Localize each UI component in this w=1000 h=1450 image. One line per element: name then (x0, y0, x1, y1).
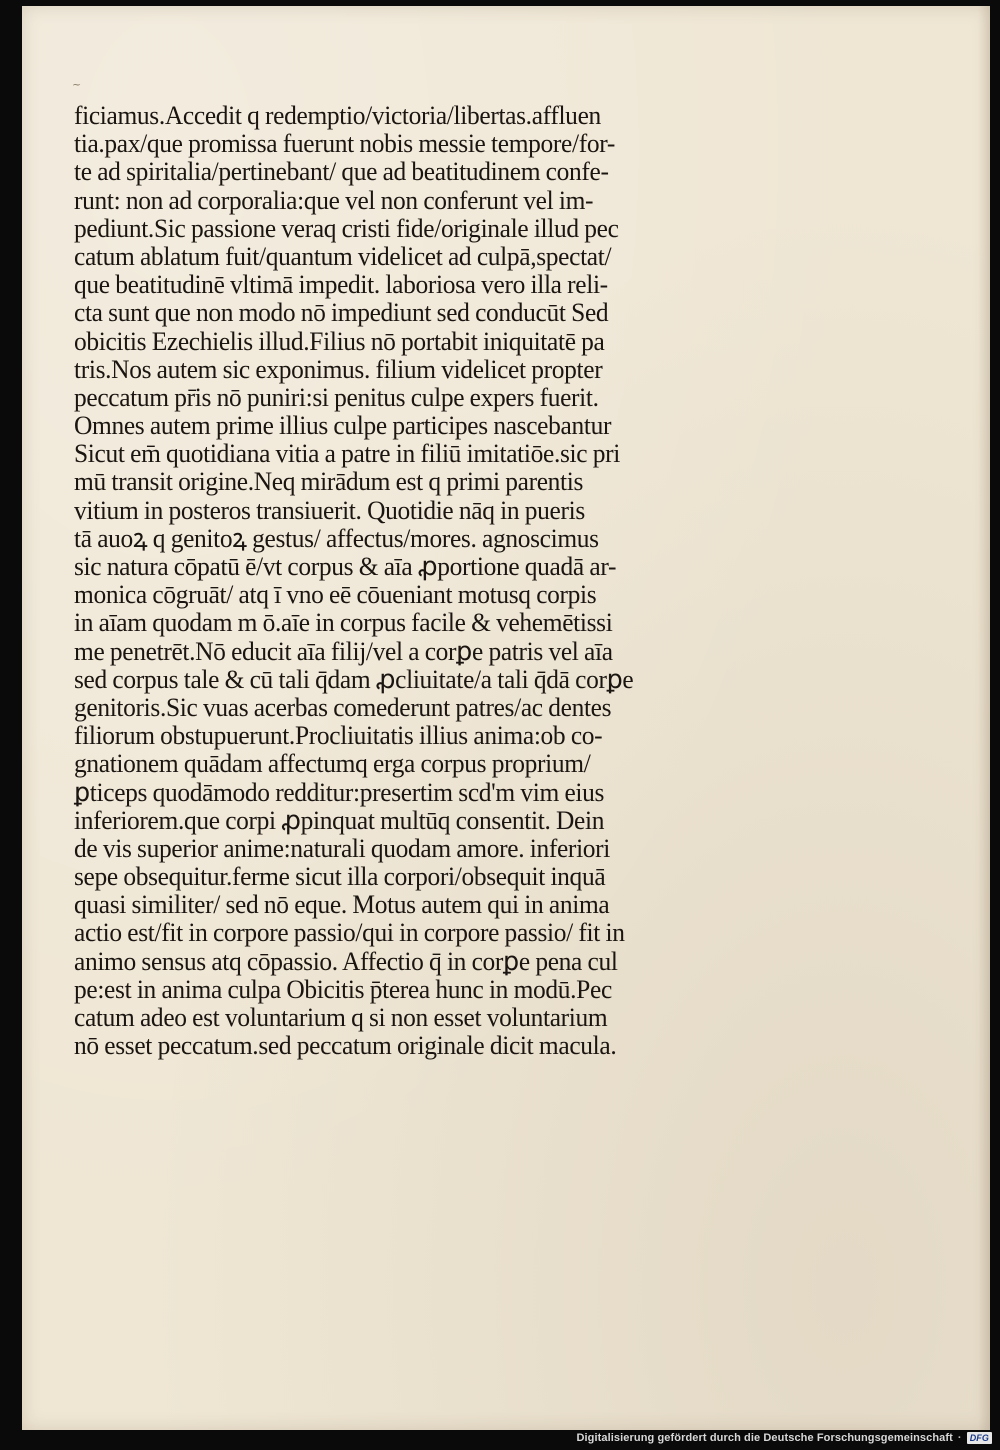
funding-footer (576, 1429, 992, 1447)
text-line: pe:est in anima culpa Obicitis p̄terea hunc in modū.Pec (74, 974, 612, 1004)
text-line: filiorum obstupuerunt.Procliuitatis illius anima:ob co- (74, 721, 603, 751)
text-line: mū transit origine.Neq mirādum est q primi parentis (74, 467, 584, 497)
text-line: sic natura cōpatū ē/vt corpus & aīa ꝓportione quadā ar- (74, 552, 617, 581)
text-line: pediunt.Sic passione veraq cristi fide/originale illud pec (74, 213, 619, 243)
text-line: animo sensus atq cōpassio. Affectio q̄ in corꝑe pena cul (74, 946, 618, 976)
text-line: in aīam quodam m ō.aīe in corpus facile & vehemētissi (74, 608, 613, 638)
funding-notice: Digitalisierung gefördert durch die Deutsche Forschungsgemeinschaft (576, 1432, 953, 1444)
text-line: me penetrēt.Nō educit aīa filij/vel a corꝑe patris vel aīa (74, 636, 613, 666)
text-line: tia.pax/que promissa fuerunt nobis messie tempore/for- (74, 129, 615, 159)
text-line: actio est/fit in corpore passio/qui in corpore passio/ fit in (74, 918, 625, 948)
text-line: te ad spiritalia/pertinebant/ que ad beatitudinem confe- (74, 157, 609, 187)
text-line: peccatum pr̄is nō puniri:si penitus culpe expers fuerit. (74, 382, 599, 412)
text-line: monica cōgruāt/ atq ī vno eē cōueniant motusq corpis (74, 580, 597, 610)
text-line: sepe obsequitur.ferme sicut illa corpori/obsequit inquā (74, 862, 606, 892)
text-line: quasi similiter/ sed nō eque. Motus autem qui in anima (74, 890, 610, 920)
text-line: vitium in posteros transiuerit. Quotidie nāq in pueris (74, 495, 585, 525)
dfg-logo-icon: DFG (967, 1432, 992, 1444)
text-line: genitoris.Sic vuas acerbas comederunt patres/ac dentes (74, 692, 612, 722)
footer-separator: · (957, 1432, 962, 1444)
scanned-page (22, 6, 990, 1430)
text-line: que beatitudinē vltimā impedit. laboriosa vero illa reli- (74, 270, 608, 300)
text-line: sed corpus tale & cū tali q̄dam ꝓcliuitate/a tali q̄dā corꝑe (74, 664, 634, 694)
text-line: nō esset peccatum.sed peccatum originale dicit macula. (74, 1031, 617, 1061)
text-line: obicitis Ezechielis illud.Filius nō portabit iniquitatē pa (74, 326, 605, 356)
page-edge-shadow (978, 6, 990, 1430)
text-line: tā auoꝝ q genitoꝝ gestus/ affectus/mores. agnoscimus (74, 523, 599, 553)
text-line: catum adeo est voluntarium q si non esset voluntarium (74, 1003, 608, 1032)
text-line: Sicut em̄ quotidiana vitia a patre in filiū imitatiōe.sic pri (74, 439, 620, 469)
text-line: gnationem quādam affectumq erga corpus proprium/ (74, 749, 591, 779)
text-line: Omnes autem prime illius culpe participes nascebantur (74, 411, 612, 441)
text-line: cta sunt que non modo nō impediunt sed conducūt Sed (74, 298, 609, 328)
text-line: tris.Nos autem sic exponimus. filium videlicet propter (74, 354, 603, 384)
text-line: runt: non ad corporalia:que vel non conferunt vel im- (74, 185, 594, 215)
text-line: ficiamus.Accedit q redemptio/victoria/libertas.affluen (74, 101, 601, 130)
body-text (74, 102, 774, 1060)
text-line: inferiorem.que corpi ꝓpinquat multūq consentit. Dein (74, 805, 605, 835)
text-line: ꝑticeps quodāmodo redditur:presertim scd'm vim eius (74, 777, 605, 807)
text-line: de vis superior anime:naturali quodam amore. inferiori (74, 833, 611, 863)
text-line: catum ablatum fuit/quantum videlicet ad culpā,spectat/ (74, 241, 612, 271)
page-corner-mark: ~ (72, 78, 82, 91)
